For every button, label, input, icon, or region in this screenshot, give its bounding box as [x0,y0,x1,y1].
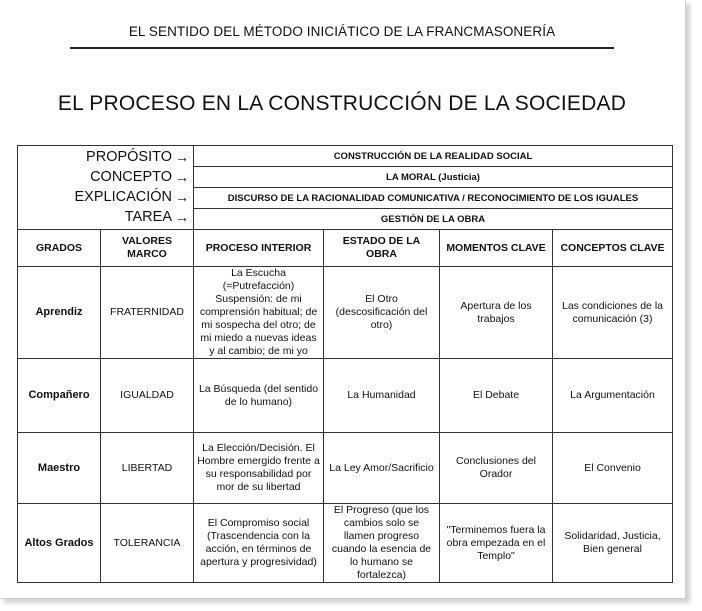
cell-estado: El Otro (descosificación del otro) [324,267,440,359]
meta-value-proposito: CONSTRUCCIÓN DE LA REALIDAD SOCIAL [194,146,673,167]
header-rule [70,47,614,49]
meta-label-row [21,168,189,188]
table-row [18,267,673,359]
cell-grado: Altos Grados [18,504,101,583]
column-header-valores: VALORES MARCO [101,230,194,267]
cell-proceso: La Búsqueda (del sentido de lo humano) [194,359,324,433]
cell-conceptos: Solidaridad, Justicia, Bien general [553,504,673,583]
meta-label-row [21,208,189,228]
cell-grado: Compañero [18,359,101,433]
column-header-estado: ESTADO DE LA OBRA [324,230,440,267]
cell-momentos: Conclusiones del Orador [440,433,553,504]
column-header-momentos: MOMENTOS CLAVE [440,230,553,267]
table-row [18,433,673,504]
meta-label-row [21,148,189,168]
cell-valor: LIBERTAD [101,433,194,504]
arrow-right-icon: → [175,169,189,185]
cell-estado: La Ley Amor/Sacrificio [324,433,440,504]
column-header-grados: GRADOS [18,230,101,267]
column-header-proceso: PROCESO INTERIOR [194,230,324,267]
meta-label-proposito: PROPÓSITO [86,149,172,165]
cell-valor: IGUALDAD [101,359,194,433]
arrow-right-icon: → [175,209,189,225]
cell-momentos: Apertura de los trabajos [440,267,553,359]
cell-conceptos: El Convenio [553,433,673,504]
column-header-row [18,230,673,267]
cell-valor: FRATERNIDAD [101,267,194,359]
cell-valor: TOLERANCIA [101,504,194,583]
table-row [18,359,673,433]
meta-value-explicacion: DISCURSO DE LA RACIONALIDAD COMUNICATIVA / RECONOCIMIENTO DE LOS IGUALES [194,188,673,209]
page-title: EL PROCESO EN LA CONSTRUCCIÓN DE LA SOCIEDAD [57,92,627,115]
document-header: EL SENTIDO DEL MÉTODO INICIÁTICO DE LA FRANCMASONERÍA [128,24,556,39]
cell-proceso: La Elección/Decisión. El Hombre emergido frente a su responsabilidad por mor de su libertad [194,433,324,504]
meta-value-tarea: GESTIÓN DE LA OBRA [194,209,673,230]
process-table [17,145,673,583]
cell-conceptos: Las condiciones de la comunicación (3) [553,267,673,359]
cell-proceso: La Escucha (=Putrefacción) Suspensión: de mi comprensión habitual; de mi sospecha del otro; de mi miedo a nuevas ideas y al cambio; de mi yo [194,267,324,359]
cell-estado: La Humanidad [324,359,440,433]
cell-momentos: "Terminemos fuera la obra empezada en el Templo" [440,504,553,583]
cell-grado: Maestro [18,433,101,504]
cell-estado: El Progreso (que los cambios solo se llamen progreso cuando la esencia de lo humano se fortalezca) [324,504,440,583]
meta-value-concepto: LA MORAL (Justicia) [194,167,673,188]
meta-label-tarea: TAREA [124,209,172,225]
cell-grado: Aprendiz [18,267,101,359]
cell-conceptos: La Argumentación [553,359,673,433]
cell-proceso: El Compromiso social (Trascendencia con la acción, en términos de apertura y progresividad) [194,504,324,583]
meta-label-row [21,188,189,208]
column-header-conceptos: CONCEPTOS CLAVE [553,230,673,267]
meta-label-explicacion: EXPLICACIÓN [74,189,172,205]
arrow-right-icon: → [175,189,189,205]
cell-momentos: El Debate [440,359,553,433]
arrow-right-icon: → [175,149,189,165]
meta-labels [18,146,194,230]
meta-label-concepto: CONCEPTO [90,169,172,185]
table-row [18,504,673,583]
